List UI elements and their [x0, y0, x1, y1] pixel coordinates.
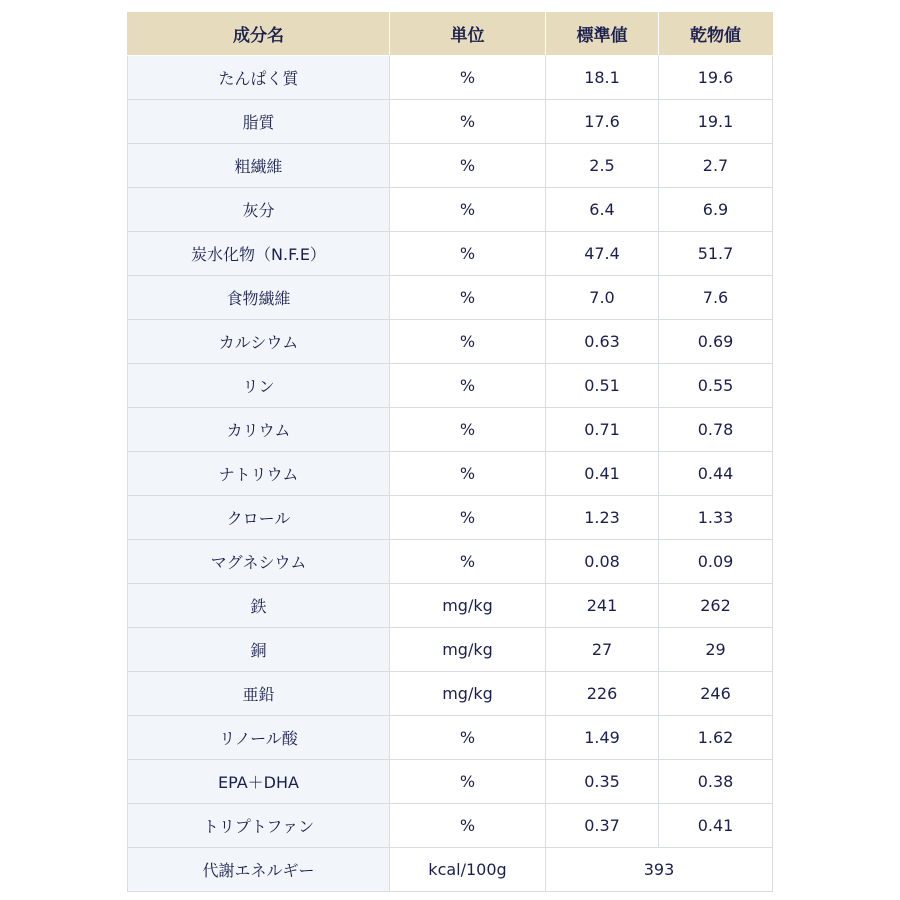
dry-matter-value-cell: 0.44 — [659, 452, 773, 496]
dry-matter-value-cell: 51.7 — [659, 232, 773, 276]
standard-value-cell: 0.08 — [546, 540, 659, 584]
standard-value-cell: 0.51 — [546, 364, 659, 408]
unit-cell: mg/kg — [390, 628, 546, 672]
unit-cell: % — [390, 276, 546, 320]
standard-value-cell: 226 — [546, 672, 659, 716]
standard-value-cell: 1.23 — [546, 496, 659, 540]
table-row — [128, 540, 773, 584]
unit-cell: % — [390, 144, 546, 188]
standard-value-cell: 0.37 — [546, 804, 659, 848]
table-row — [128, 276, 773, 320]
dry-matter-value-cell: 29 — [659, 628, 773, 672]
unit-cell: % — [390, 804, 546, 848]
nutrient-name-cell: たんぱく質 — [128, 56, 390, 100]
unit-cell: % — [390, 364, 546, 408]
energy-name-cell: 代謝エネルギー — [128, 848, 390, 892]
standard-value-cell: 17.6 — [546, 100, 659, 144]
dry-matter-value-cell: 19.6 — [659, 56, 773, 100]
unit-cell: % — [390, 408, 546, 452]
unit-cell: mg/kg — [390, 584, 546, 628]
nutrient-name-cell: 炭水化物（N.F.E） — [128, 232, 390, 276]
dry-matter-value-cell: 19.1 — [659, 100, 773, 144]
unit-cell: % — [390, 760, 546, 804]
unit-cell: % — [390, 232, 546, 276]
energy-row — [128, 848, 773, 892]
standard-value-cell: 27 — [546, 628, 659, 672]
dry-matter-value-cell: 2.7 — [659, 144, 773, 188]
table-row — [128, 408, 773, 452]
energy-unit-cell: kcal/100g — [390, 848, 546, 892]
nutrient-name-cell: カルシウム — [128, 320, 390, 364]
unit-cell: % — [390, 540, 546, 584]
table-row — [128, 760, 773, 804]
table-row — [128, 320, 773, 364]
header-name: 成分名 — [128, 12, 390, 56]
energy-value-cell: 393 — [546, 848, 773, 892]
nutrient-name-cell: カリウム — [128, 408, 390, 452]
standard-value-cell: 1.49 — [546, 716, 659, 760]
nutrient-name-cell: 脂質 — [128, 100, 390, 144]
standard-value-cell: 0.41 — [546, 452, 659, 496]
unit-cell: % — [390, 452, 546, 496]
nutrient-name-cell: 食物繊維 — [128, 276, 390, 320]
header-standard-value: 標準値 — [546, 12, 659, 56]
table-row — [128, 804, 773, 848]
header-dry-matter-value: 乾物値 — [659, 12, 773, 56]
table-row — [128, 496, 773, 540]
header-unit: 単位 — [390, 12, 546, 56]
standard-value-cell: 241 — [546, 584, 659, 628]
standard-value-cell: 47.4 — [546, 232, 659, 276]
dry-matter-value-cell: 0.55 — [659, 364, 773, 408]
standard-value-cell: 7.0 — [546, 276, 659, 320]
unit-cell: mg/kg — [390, 672, 546, 716]
dry-matter-value-cell: 0.41 — [659, 804, 773, 848]
standard-value-cell: 18.1 — [546, 56, 659, 100]
nutrient-name-cell: リノール酸 — [128, 716, 390, 760]
unit-cell: % — [390, 188, 546, 232]
nutrient-name-cell: トリプトファン — [128, 804, 390, 848]
table-row — [128, 716, 773, 760]
nutrient-name-cell: 銅 — [128, 628, 390, 672]
dry-matter-value-cell: 1.33 — [659, 496, 773, 540]
table-row — [128, 364, 773, 408]
table-row — [128, 452, 773, 496]
nutrition-table — [127, 12, 773, 892]
nutrient-name-cell: マグネシウム — [128, 540, 390, 584]
table-row — [128, 100, 773, 144]
standard-value-cell: 0.35 — [546, 760, 659, 804]
nutrient-name-cell: 鉄 — [128, 584, 390, 628]
nutrient-name-cell: 灰分 — [128, 188, 390, 232]
table-row — [128, 144, 773, 188]
table-row — [128, 56, 773, 100]
table-row — [128, 584, 773, 628]
dry-matter-value-cell: 246 — [659, 672, 773, 716]
table-row — [128, 628, 773, 672]
dry-matter-value-cell: 0.38 — [659, 760, 773, 804]
nutrient-name-cell: 亜鉛 — [128, 672, 390, 716]
standard-value-cell: 0.71 — [546, 408, 659, 452]
header-row — [128, 12, 773, 56]
standard-value-cell: 6.4 — [546, 188, 659, 232]
table-row — [128, 188, 773, 232]
unit-cell: % — [390, 56, 546, 100]
standard-value-cell: 0.63 — [546, 320, 659, 364]
dry-matter-value-cell: 7.6 — [659, 276, 773, 320]
unit-cell: % — [390, 320, 546, 364]
dry-matter-value-cell: 6.9 — [659, 188, 773, 232]
table-header — [128, 12, 773, 56]
dry-matter-value-cell: 0.78 — [659, 408, 773, 452]
dry-matter-value-cell: 262 — [659, 584, 773, 628]
table-body — [128, 56, 773, 892]
dry-matter-value-cell: 0.09 — [659, 540, 773, 584]
table-row — [128, 672, 773, 716]
nutrient-name-cell: ナトリウム — [128, 452, 390, 496]
nutrient-name-cell: リン — [128, 364, 390, 408]
nutrient-name-cell: EPA＋DHA — [128, 760, 390, 804]
unit-cell: % — [390, 100, 546, 144]
nutrient-name-cell: クロール — [128, 496, 390, 540]
unit-cell: % — [390, 716, 546, 760]
dry-matter-value-cell: 0.69 — [659, 320, 773, 364]
table-row — [128, 232, 773, 276]
nutrient-name-cell: 粗繊維 — [128, 144, 390, 188]
standard-value-cell: 2.5 — [546, 144, 659, 188]
dry-matter-value-cell: 1.62 — [659, 716, 773, 760]
unit-cell: % — [390, 496, 546, 540]
